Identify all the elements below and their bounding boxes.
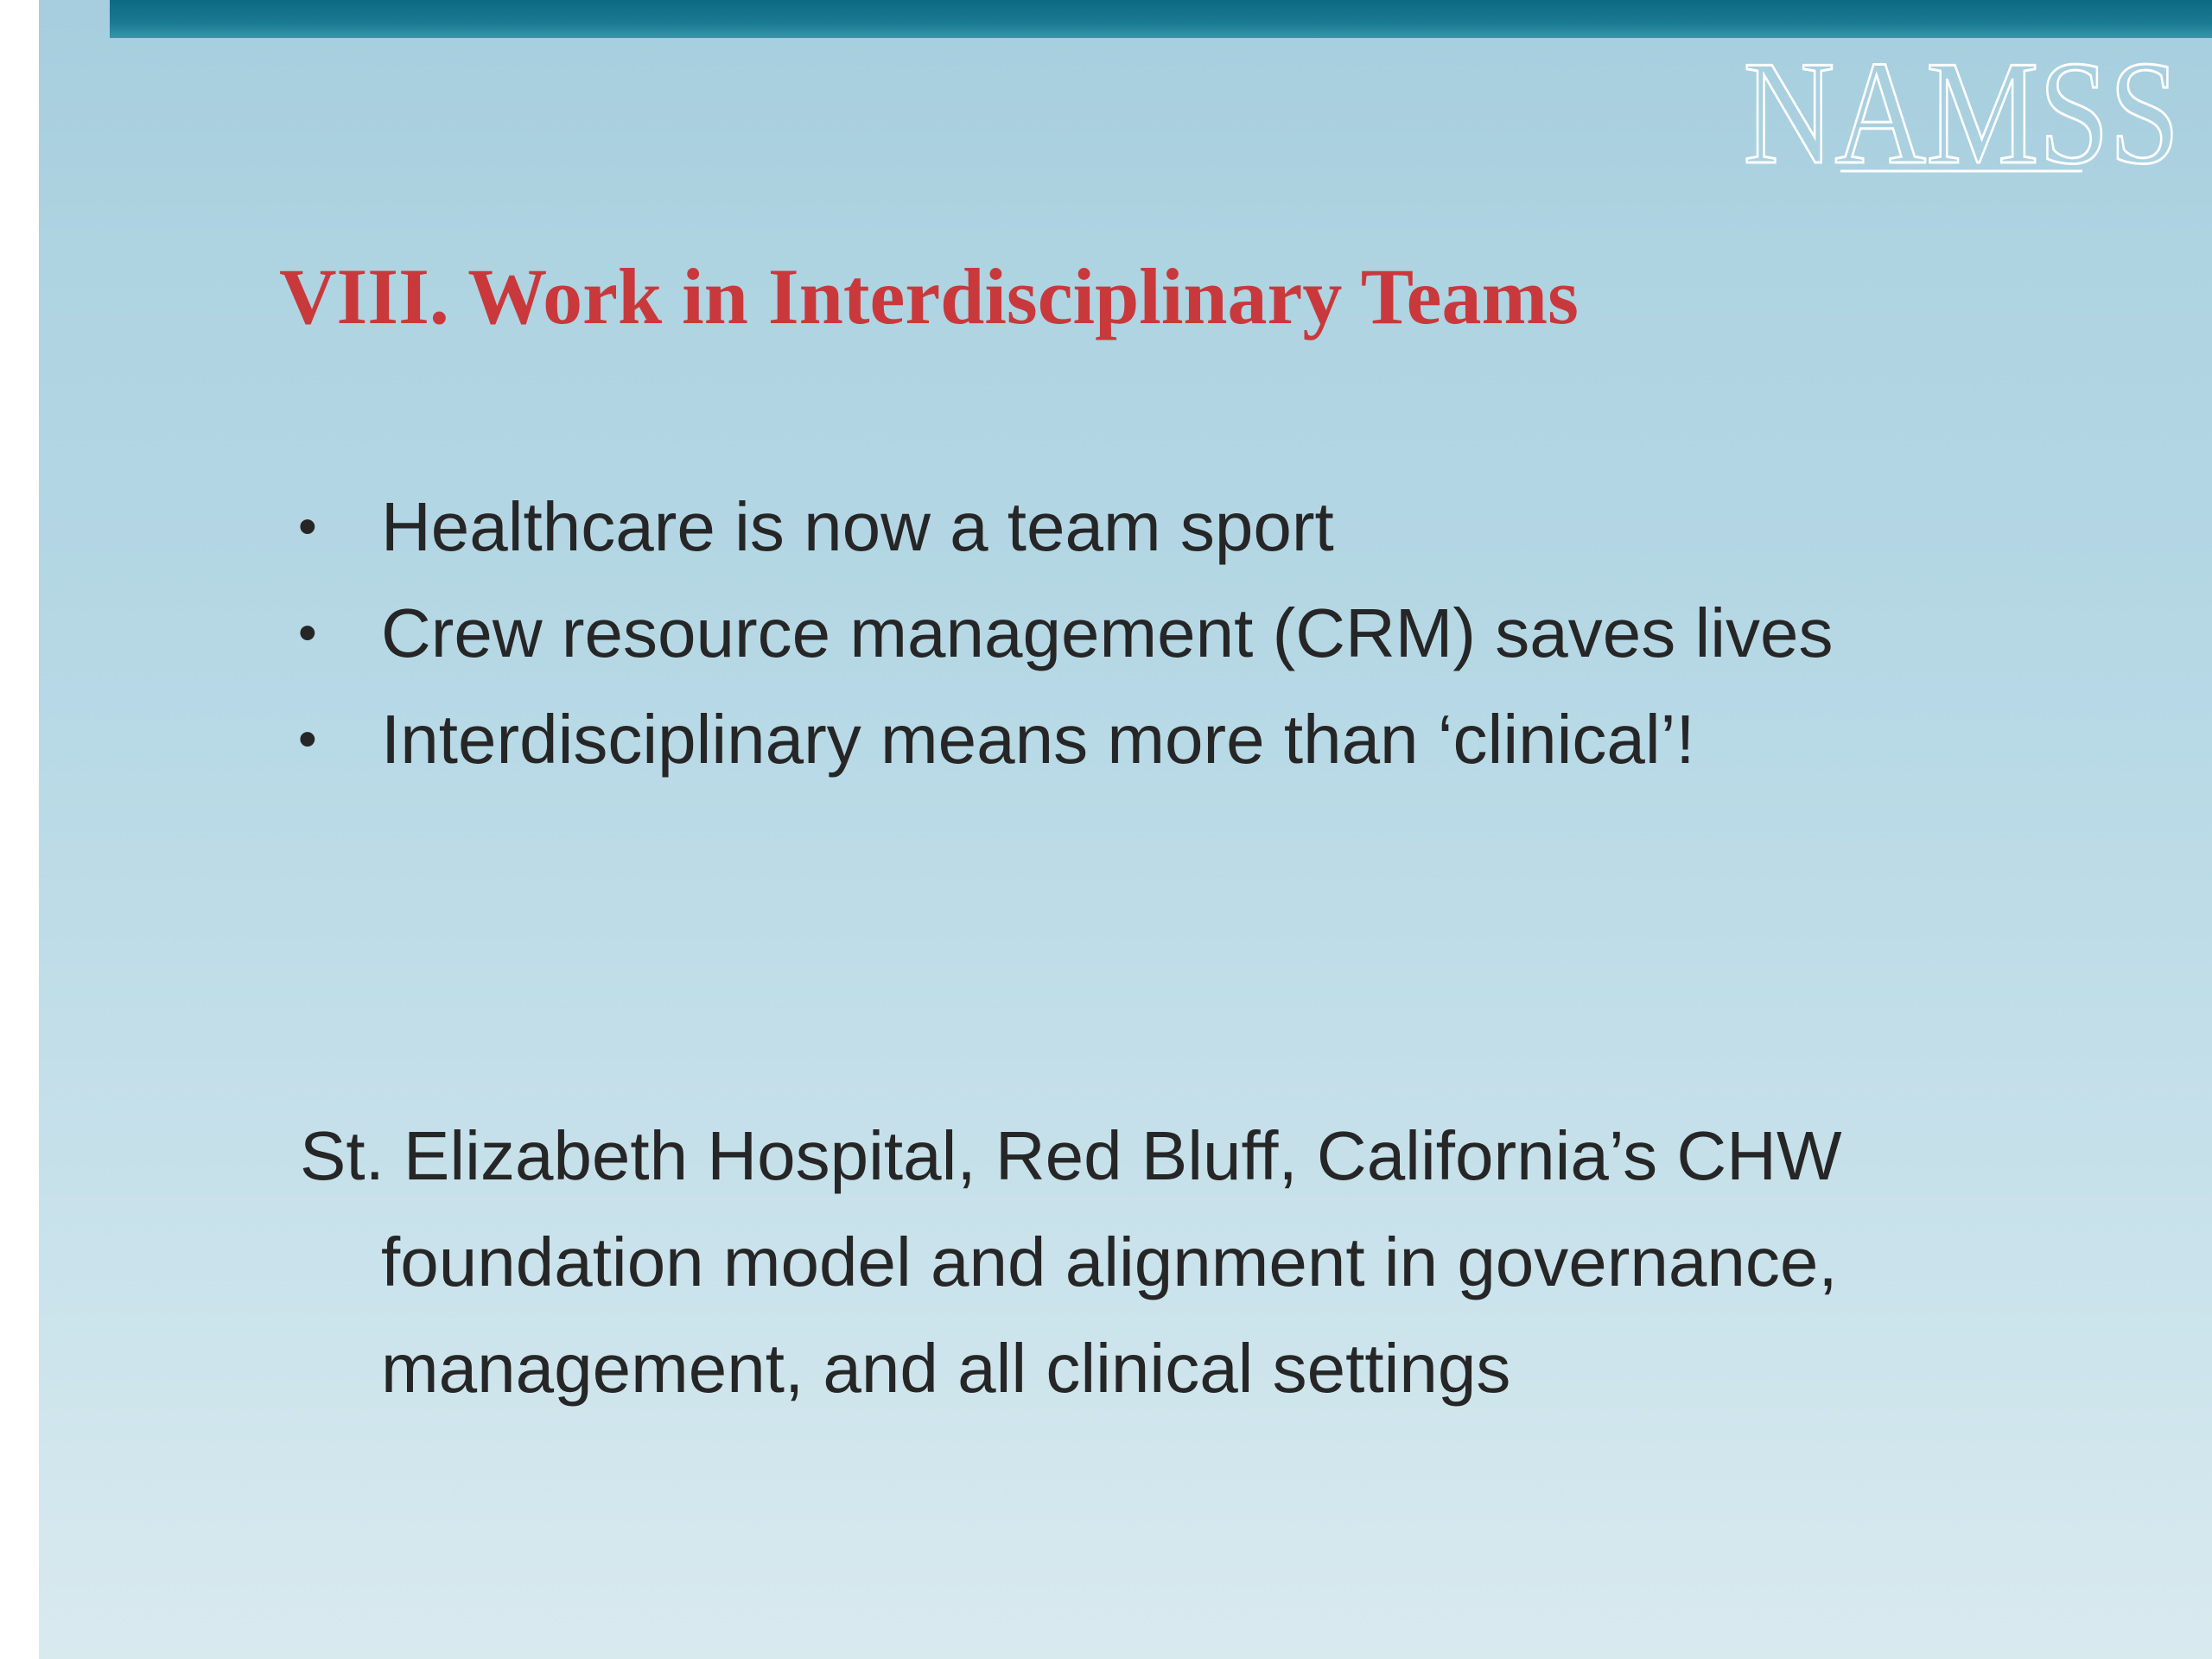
slide-title: VIII. Work in Interdisciplinary Teams bbox=[279, 252, 1579, 340]
bullet-dot-icon: • bbox=[298, 603, 317, 663]
namss-logo bbox=[1737, 31, 2186, 195]
slide bbox=[39, 0, 2212, 1659]
bullet-dot-icon: • bbox=[298, 709, 317, 769]
bullet-text: Crew resource management (CRM) saves lives bbox=[381, 594, 1834, 671]
svg-text:NAMSS: NAMSS bbox=[1743, 31, 2180, 195]
bullet-text: Healthcare is now a team sport bbox=[381, 488, 1334, 565]
bullet-dot-icon: • bbox=[298, 497, 317, 556]
bullet-item bbox=[298, 474, 1853, 580]
bullet-text: Interdisciplinary means more than ‘clinical’! bbox=[381, 701, 1695, 778]
bullet-list bbox=[298, 474, 1853, 792]
bullet-item bbox=[298, 580, 1853, 686]
hospital-note: St. Elizabeth Hospital, Red Bluff, California’s CHW foundation model and alignment in governance, management, and all clinical settings bbox=[300, 1117, 1842, 1407]
bullet-item bbox=[298, 686, 1853, 792]
